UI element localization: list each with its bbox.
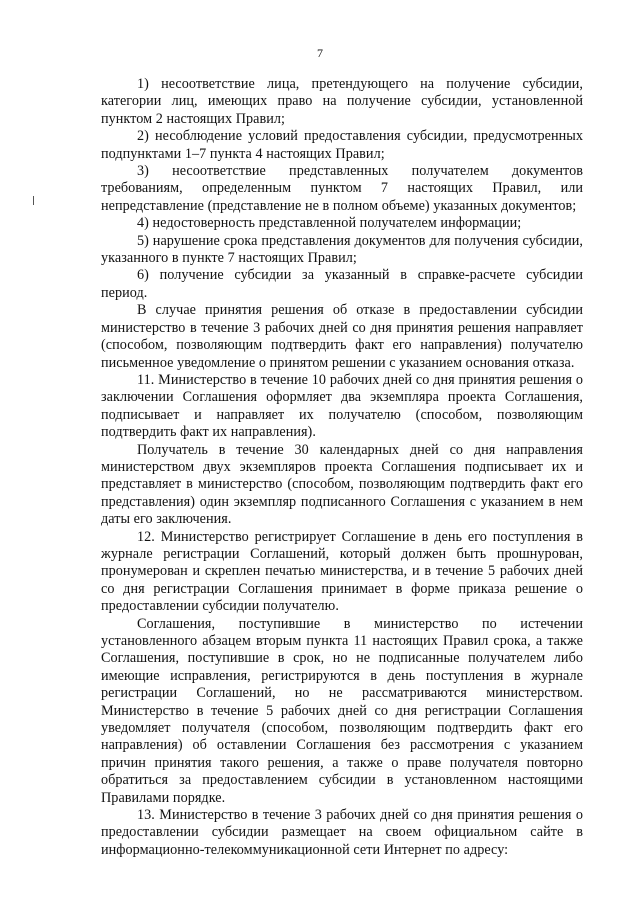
document-body	[101, 76, 583, 859]
paragraph-item-6: 6) получение субсидии за указанный в справке-расчете субсидии период.	[101, 267, 583, 301]
paragraph-clause-13: 13. Министерство в течение 3 рабочих дней со дня принятия решения о предоставлении субсидии размещает на своем официальном сайте в информационно-телекоммуникационной сети Интернет по адресу:	[101, 807, 583, 858]
paragraph-item-5: 5) нарушение срока представления документов для получения субсидии, указанного в пункте 7 настоящих Правил;	[101, 232, 583, 267]
paragraph-item-1: 1) несоответствие лица, претендующего на получение субсидии, категории лиц, имеющих право на получение субсидии, установленной пунктом 2 настоящих Правил;	[101, 76, 583, 127]
margin-mark	[33, 196, 34, 205]
paragraph-item-4: 4) недостоверность представленной получателем информации;	[137, 215, 522, 232]
page-number: 7	[317, 46, 323, 60]
paragraph-recipient-signing: Получатель в течение 30 календарных дней со дня направления министерством двух экземпляров проекта Соглашения подписывает их и представляет в министерство (способом, позволяющим подтвердить факт его представления) один экземпляр подписанного Соглашения с указанием в нем даты его заключения.	[101, 441, 583, 528]
paragraph-clause-12: 12. Министерство регистрирует Соглашение в день его поступления в журнале регистрации Соглашений, который должен быть прошнурован, пронумерован и скреплен печатью министерства, и в течение 5 рабочих дней со дня регистрации Соглашения принимает в форме приказа решение о предоставлении субсидии получателю.	[101, 528, 583, 615]
paragraph-refusal-notice: В случае принятия решения об отказе в предоставлении субсидии министерство в течение 3 рабочих дней со дня принятия решения направляет (способом, позволяющим подтвердить факт его направления) получателю письменное уведомление о принятом решении с указанием основания отказа.	[101, 302, 583, 371]
paragraph-late-agreements: Соглашения, поступившие в министерство по истечении установленного абзацем вторым пункта 11 настоящих Правил срока, а также Соглашения, поступившие в срок, но не подписанные получателем либо имеющие исправления, регистрируются в день поступления в журнале регистрации Соглашений, но не рассматриваются министерством. Министерство в течение 5 рабочих дней со дня регистрации Соглашения уведомляет получателя (способом, позволяющим подтвердить факт его направления) об оставлении Соглашения без рассмотрения с указанием причин принятия такого решения, а также о праве получателя повторно обратиться за предоставлением субсидии в установленном настоящими Правилами порядке.	[101, 615, 583, 806]
paragraph-item-3: 3) несоответствие представленных получателем документов требованиям, определенным пунктом 7 настоящих Правил, или непредставление (представление не в полном объеме) указанных документов;	[101, 163, 583, 214]
paragraph-clause-11: 11. Министерство в течение 10 рабочих дней со дня принятия решения о заключении Соглашения оформляет два экземпляра проекта Соглашения, подписывает и направляет их получателю (способом, позволяющим подтвердить факт их направления).	[101, 371, 583, 441]
paragraph-item-2: 2) несоблюдение условий предоставления субсидии, предусмотренных подпунктами 1–7 пункта 4 настоящих Правил;	[101, 128, 583, 162]
